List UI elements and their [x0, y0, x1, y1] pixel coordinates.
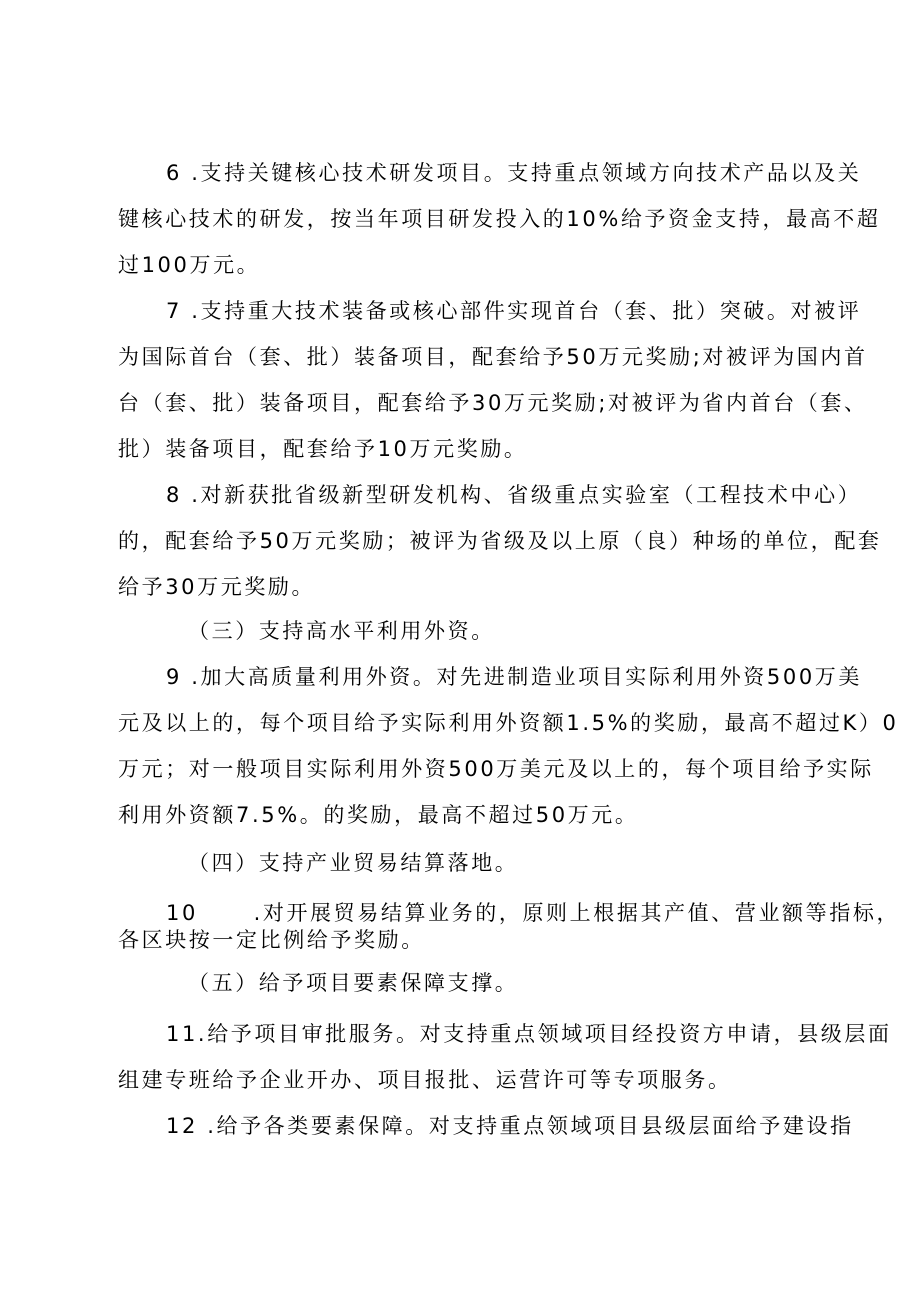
paragraph-6: [118, 150, 881, 288]
paragraph-9: [118, 654, 899, 838]
paragraph-line: 为国际首台（套、批）装备项目，配套给予50万元奖励;对被评为国内首: [118, 345, 868, 369]
section-heading: （四）支持产业贸易结算落地。: [188, 851, 519, 875]
paragraph-line: 万元；对一般项目实际利用外资500万美元及以上的，每个项目给予实际: [118, 757, 874, 781]
paragraph-line: 给予30万元奖励。: [118, 575, 316, 599]
paragraph-line: 的，配套给予50万元奖励；被评为省级及以上原（良）种场的单位，配套: [118, 529, 882, 553]
paragraph-line: 8 .对新获批省级新型研发机构、省级重点实验室（工程技术中心）: [166, 483, 862, 507]
section-heading-4: [118, 840, 818, 886]
paragraph-line: 批）装备项目，配套给予10万元奖励。: [118, 437, 528, 461]
section-heading-5: [118, 960, 818, 1006]
paragraph-line: 7 .支持重大技术装备或核心部件实现首台（套、批）突破。对被评: [166, 299, 862, 323]
paragraph-line: 组建专班给予企业开办、项目报批、运营许可等专项服务。: [118, 1068, 732, 1092]
paragraph-line: 过100万元。: [118, 253, 261, 277]
paragraph-line: 各区块按一定比例给予奖励。: [118, 928, 425, 952]
paragraph-11: [118, 1011, 892, 1103]
paragraph-line: 12 .给予各类要素保障。对支持重点领域项目县级层面给予建设指: [166, 1114, 854, 1138]
section-heading-3: [118, 608, 818, 654]
paragraph-8: [118, 472, 882, 610]
paragraph-line: 台（套、批）装备项目，配套给予30万元奖励;对被评为省内首台（套、: [118, 391, 868, 415]
paragraph-line: 6 .支持关键核心技术研发项目。支持重点领域方向技术产品以及关: [166, 161, 862, 185]
paragraph-line: 9 .加大高质量利用外资。对先进制造业项目实际利用外资500万美: [166, 665, 862, 689]
section-heading: （三）支持高水平利用外资。: [188, 619, 495, 643]
paragraph-10: [118, 900, 901, 954]
paragraph-12: [118, 1103, 854, 1149]
paragraph-line: 利用外资额7.5%。的奖励，最高不超过50万元。: [118, 803, 639, 827]
paragraph-line: 元及以上的，每个项目给予实际利用外资额1.5%的奖励，最高不超过K）0: [118, 711, 899, 735]
paragraph-line: 10 .对开展贸易结算业务的，原则上根据其产值、营业额等指标，: [166, 901, 901, 925]
section-heading: （五）给予项目要素保障支撑。: [188, 971, 519, 995]
paragraph-7: [118, 288, 868, 472]
paragraph-line: 键核心技术的研发，按当年项目研发投入的10%给予资金支持，最高不超: [118, 207, 881, 231]
paragraph-line: 11.给予项目审批服务。对支持重点领域项目经投资方申请，县级层面: [166, 1022, 892, 1046]
